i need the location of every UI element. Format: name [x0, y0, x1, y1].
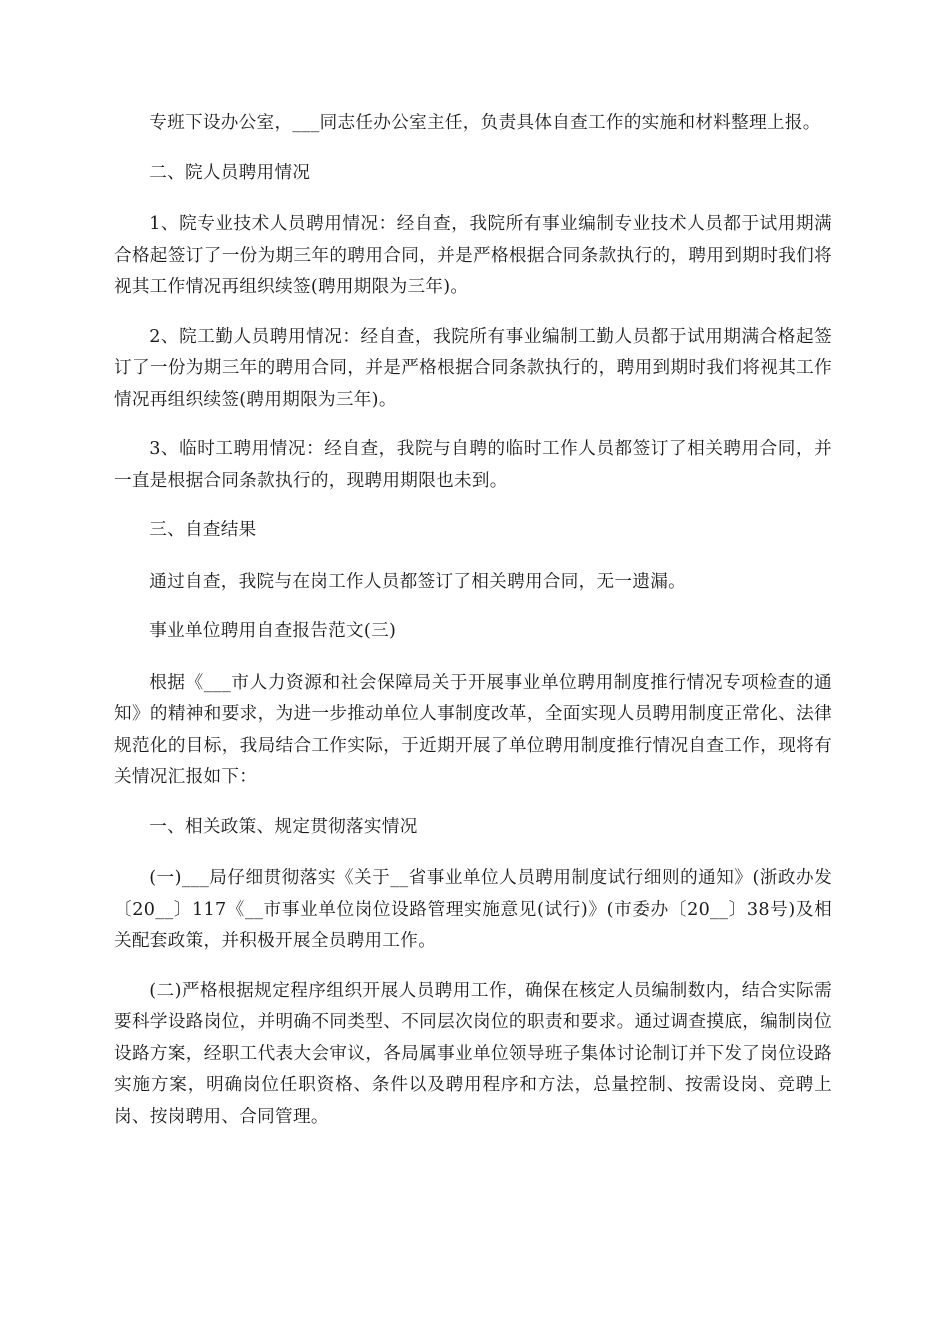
- paragraph-technical-staff: 1、院专业技术人员聘用情况：经自查，我院所有事业编制专业技术人员都于试用期满合格起签订了一份为期三年的聘用合同，并是严格根据合同条款执行的，聘用到期时我们将视其工作情况再组织续签(聘用期限为三年)。: [114, 214, 832, 297]
- paragraph-service-staff: 2、院工勤人员聘用情况：经自查，我院所有事业编制工勤人员都于试用期满合格起签订了一份为期三年的聘用合同，并是严格根据合同条款执行的，聘用到期时我们将视其工作情况再组织续签(聘用期限为三年)。: [114, 326, 832, 410]
- paragraph-policy-one: (一)___局仔细贯彻落实《关于__省事业单位人员聘用制度试行细则的通知》(浙政办发〔20__〕117《__市事业单位岗位设路管理实施意见(试行)》(市委办〔20__〕38号)及相关配套政策，并积极开展全员聘用工作。: [114, 868, 832, 951]
- paragraph-introduction: 根据《___市人力资源和社会保障局关于开展事业单位聘用制度推行情况专项检查的通知》的精神和要求，为进一步推动单位人事制度改革，全面实现人员聘用制度正常化、法律规范化的目标，我局结合工作实际，于近期开展了单位聘用制度推行情况自查工作，现将有关情况汇报如下：: [114, 672, 832, 787]
- paragraph-office-setup: 专班下设办公室，___同志任办公室主任，负责具体自查工作的实施和材料整理上报。: [149, 113, 821, 133]
- paragraph-temporary-staff: 3、临时工聘用情况：经自查，我院与自聘的临时工作人员都签订了相关聘用合同，并一直是根据合同条款执行的，现聘用期限也未到。: [114, 439, 832, 491]
- section-heading-results: 三、自查结果: [149, 520, 257, 540]
- document-page: [114, 108, 832, 1151]
- report-title-three: 事业单位聘用自查报告范文(三): [149, 621, 397, 641]
- paragraph-results: 通过自查，我院与在岗工作人员都签订了相关聘用合同，无一遗漏。: [149, 571, 687, 592]
- section-heading-policy: 一、相关政策、规定贯彻落实情况: [149, 816, 418, 837]
- section-heading-staff-hiring: 二、院人员聘用情况: [149, 162, 311, 183]
- paragraph-policy-two: (二)严格根据规定程序组织开展人员聘用工作，确保在核定人员编制数内，结合实际需要科学设路岗位，并明确不同类型、不同层次岗位的职责和要求。通过调查摸底，编制岗位设路方案，经职工代表大会审议，各局属事业单位领导班子集体讨论制订并下发了岗位设路实施方案，明确岗位任职资格、条件以及聘用程序和方法，总量控制、按需设岗、竞聘上岗、按岗聘用、合同管理。: [114, 980, 832, 1127]
